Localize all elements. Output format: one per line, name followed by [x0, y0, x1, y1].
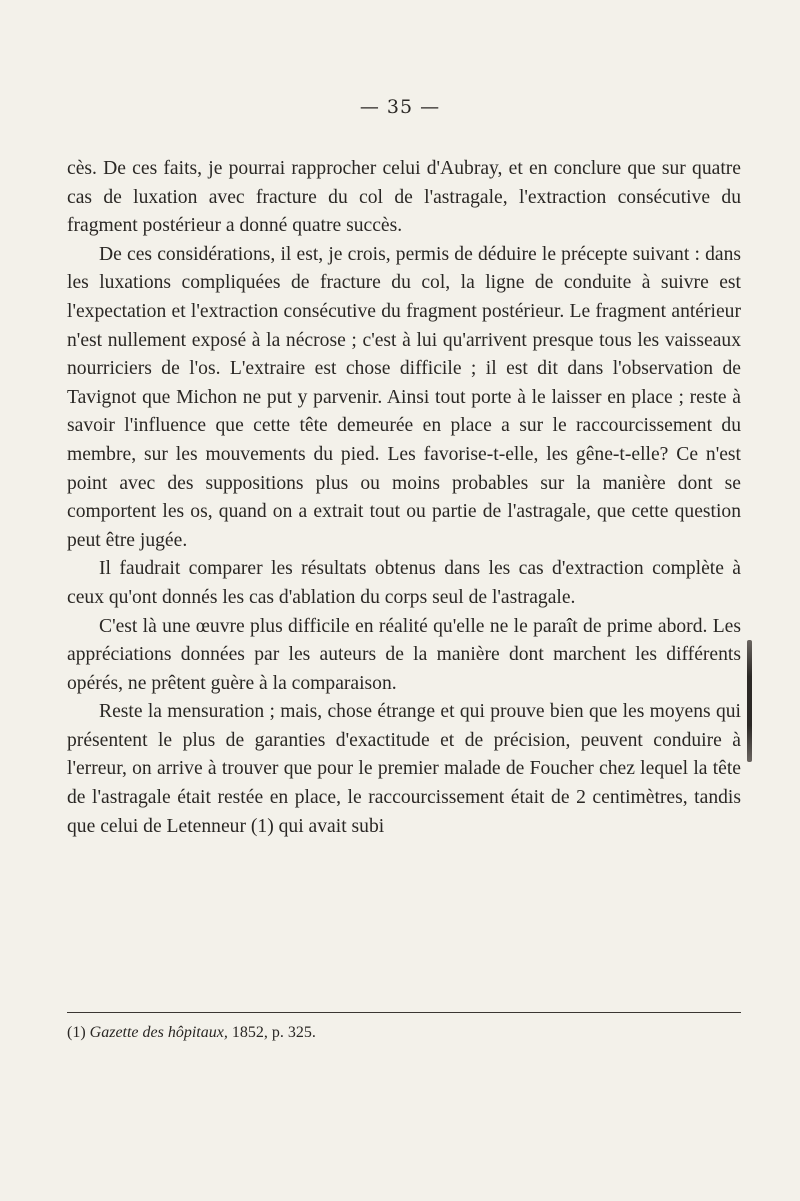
footnote-source: Gazette des hôpitaux,	[89, 1024, 228, 1041]
page-number: — 35 —	[359, 96, 441, 118]
body-text	[67, 155, 741, 841]
paragraph: C'est là une œuvre plus difficile en réalité qu'elle ne le paraît de prime abord. Les appréciations données par les auteurs de la manière dont marchent les différents opérés, ne prêtent guère à la comparaison.	[67, 615, 741, 694]
footnote-marker: (1)	[67, 1024, 86, 1041]
footnote-divider	[67, 1012, 741, 1013]
paragraph: Reste la mensuration ; mais, chose étrange et qui prouve bien que les moyens qui présentent le plus de garanties d'exactitude et de précision, peuvent conduire à l'erreur, on arrive à trouver que pour le premier malade de Foucher chez lequel la tête de l'astragale était restée en place, le raccourcissement était de 2 centimètres, tandis que celui de Letenneur (1) qui avait subi	[67, 701, 741, 837]
paragraph: cès. De ces faits, je pourrai rapprocher celui d'Aubray, et en conclure que sur quatre cas de luxation avec fracture du col de l'astragale, l'extraction consécutive du fragment postérieur a donné quatre succès.	[67, 158, 741, 237]
paragraph: Il faudrait comparer les résultats obtenus dans les cas d'extraction complète à ceux qu'ont donnés les cas d'ablation du corps seul de l'astragale.	[67, 558, 741, 608]
footnote-reference: 1852, p. 325.	[231, 1024, 316, 1041]
footnote	[67, 1022, 741, 1044]
margin-ink-mark	[747, 640, 752, 762]
paragraph: De ces considérations, il est, je crois, permis de déduire le précepte suivant : dans les luxations compliquées de fracture du col, la ligne de conduite à suivre est l'expectation et l'extraction consécutive du fragment postérieur. Le fragment antérieur n'est nullement exposé à la nécrose ; c'est à lui qu'arrivent presque tous les vaisseaux nourriciers de l'os. L'extraire est chose difficile ; il est dit dans l'observation de Tavignot que Michon ne put y parvenir. Ainsi tout porte à le laisser en place ; reste à savoir l'influence que cette tête demeurée en place a sur le raccourcissement du membre, sur les mouvements du pied. Les favorise-t-elle, les gêne-t-elle? Ce n'est point avec des suppositions plus ou moins probables sur la manière dont se comportent les os, quand on a extrait tout ou partie de l'astragale, que cette question peut être jugée.	[67, 243, 741, 551]
